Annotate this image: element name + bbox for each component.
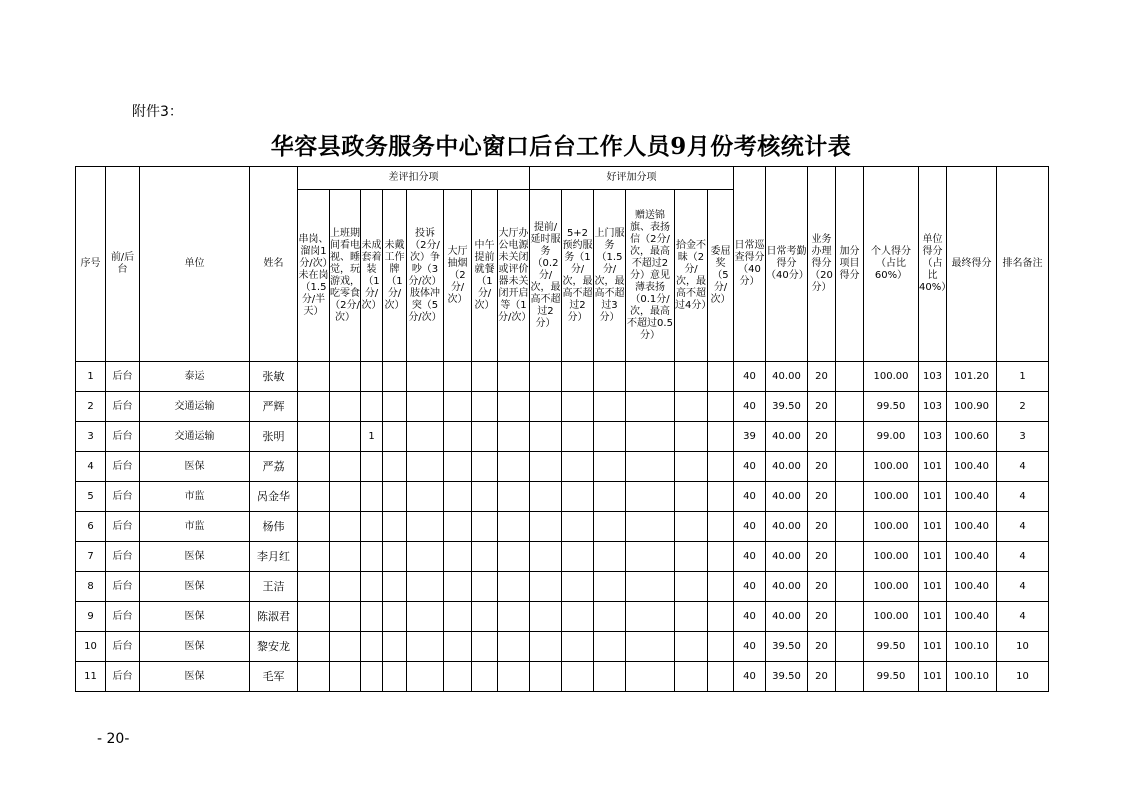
cell-unit-score: 101 — [919, 482, 947, 512]
cell-patrol: 40 — [734, 512, 766, 542]
cell-personal: 100.00 — [864, 362, 919, 392]
cell-patrol: 40 — [734, 662, 766, 692]
page-number: - 20- — [97, 731, 130, 747]
cell-seq: 6 — [76, 512, 106, 542]
cell-seq: 3 — [76, 422, 106, 452]
cell-patrol: 40 — [734, 602, 766, 632]
cell-front-back: 后台 — [106, 362, 140, 392]
cell-front-back: 后台 — [106, 632, 140, 662]
cell-patrol: 40 — [734, 452, 766, 482]
cell-rank: 4 — [997, 542, 1049, 572]
cell-personal: 100.00 — [864, 512, 919, 542]
cell-attendance: 40.00 — [766, 602, 808, 632]
cell-attendance: 40.00 — [766, 422, 808, 452]
cell-unformed-attire — [361, 602, 383, 632]
cell-unformed-attire — [361, 572, 383, 602]
cell-unformed-attire: 1 — [361, 422, 383, 452]
cell-final: 100.40 — [947, 572, 997, 602]
cell-personal: 100.00 — [864, 482, 919, 512]
cell-name: 张明 — [250, 422, 298, 452]
header-bonus-score: 加分项目得分 — [836, 167, 864, 362]
cell-name: 王洁 — [250, 572, 298, 602]
header-deduct-item: 中午提前就餐（1分/次） — [472, 190, 498, 362]
cell-patrol: 40 — [734, 632, 766, 662]
cell-seq: 10 — [76, 632, 106, 662]
cell-name: 李月红 — [250, 542, 298, 572]
table-row — [76, 362, 1049, 392]
cell-final: 101.20 — [947, 362, 997, 392]
cell-unit-score: 101 — [919, 632, 947, 662]
table-body — [76, 362, 1049, 692]
cell-unit: 医保 — [140, 602, 250, 632]
header-daily-patrol: 日常巡查得分（40分） — [734, 167, 766, 362]
cell-unit-score: 103 — [919, 392, 947, 422]
table-row — [76, 602, 1049, 632]
cell-seq: 5 — [76, 482, 106, 512]
header-deduct-item: 未戴工作牌（1分/次） — [383, 190, 407, 362]
header-deduct-group: 差评扣分项 — [298, 167, 530, 190]
cell-rank: 4 — [997, 602, 1049, 632]
cell-patrol: 40 — [734, 542, 766, 572]
cell-unformed-attire — [361, 392, 383, 422]
cell-unit-score: 101 — [919, 602, 947, 632]
cell-seq: 9 — [76, 602, 106, 632]
cell-rank: 3 — [997, 422, 1049, 452]
assessment-table — [75, 166, 1049, 692]
cell-name: 毛军 — [250, 662, 298, 692]
cell-unit: 医保 — [140, 452, 250, 482]
cell-final: 100.60 — [947, 422, 997, 452]
table-row — [76, 392, 1049, 422]
cell-unit: 泰运 — [140, 362, 250, 392]
header-deduct-item: 串岗、溜岗1分/次）未在岗（1.5分/半天） — [298, 190, 330, 362]
cell-unformed-attire — [361, 542, 383, 572]
cell-final: 100.40 — [947, 482, 997, 512]
cell-rank: 4 — [997, 512, 1049, 542]
cell-business: 20 — [808, 452, 836, 482]
cell-seq: 8 — [76, 572, 106, 602]
cell-attendance: 40.00 — [766, 452, 808, 482]
cell-personal: 100.00 — [864, 452, 919, 482]
header-personal: 个人得分（占比60%） — [864, 167, 919, 362]
cell-name: 严荔 — [250, 452, 298, 482]
cell-personal: 100.00 — [864, 572, 919, 602]
cell-business: 20 — [808, 662, 836, 692]
cell-unit: 医保 — [140, 632, 250, 662]
header-deduct-item: 大厅办公电源未关闭或评价器未关闭开启等（1分/次） — [498, 190, 530, 362]
cell-personal: 99.50 — [864, 392, 919, 422]
header-final: 最终得分 — [947, 167, 997, 362]
cell-patrol: 40 — [734, 572, 766, 602]
cell-name: 陈淑君 — [250, 602, 298, 632]
cell-final: 100.10 — [947, 632, 997, 662]
cell-unit-score: 101 — [919, 452, 947, 482]
cell-personal: 99.00 — [864, 422, 919, 452]
cell-front-back: 后台 — [106, 422, 140, 452]
attachment-label: 附件3： — [132, 104, 183, 120]
cell-rank: 2 — [997, 392, 1049, 422]
table-row — [76, 512, 1049, 542]
table-header — [76, 167, 1049, 362]
cell-attendance: 40.00 — [766, 512, 808, 542]
cell-seq: 1 — [76, 362, 106, 392]
cell-unformed-attire — [361, 662, 383, 692]
cell-business: 20 — [808, 422, 836, 452]
header-bonus-item: 赠送锦旗、表扬信（2分/次，最高不超过2分）意见薄表扬（0.1分/次，最高不超过0.5分） — [626, 190, 675, 362]
cell-attendance: 40.00 — [766, 572, 808, 602]
header-bonus-item: 提前/延时服务（0.2分/次，最高不超过2分） — [530, 190, 562, 362]
cell-front-back: 后台 — [106, 662, 140, 692]
cell-business: 20 — [808, 632, 836, 662]
header-deduct-item: 大厅抽烟（2分/次） — [444, 190, 472, 362]
cell-front-back: 后台 — [106, 602, 140, 632]
cell-unformed-attire — [361, 452, 383, 482]
cell-personal: 100.00 — [864, 602, 919, 632]
cell-unit: 交通运输 — [140, 392, 250, 422]
header-bonus-item: 5+2预约服务（1分/次，最高不超过2分） — [562, 190, 594, 362]
cell-seq: 4 — [76, 452, 106, 482]
cell-unit: 市监 — [140, 512, 250, 542]
cell-personal: 99.50 — [864, 632, 919, 662]
cell-final: 100.40 — [947, 542, 997, 572]
cell-patrol: 40 — [734, 362, 766, 392]
table-row — [76, 422, 1049, 452]
table-row — [76, 572, 1049, 602]
cell-business: 20 — [808, 362, 836, 392]
cell-business: 20 — [808, 512, 836, 542]
cell-rank: 1 — [997, 362, 1049, 392]
cell-attendance: 40.00 — [766, 542, 808, 572]
table-row — [76, 482, 1049, 512]
cell-attendance: 39.50 — [766, 632, 808, 662]
header-bonus-item: 拾金不昧（2分/次，最高不超过4分） — [675, 190, 708, 362]
cell-seq: 2 — [76, 392, 106, 422]
cell-final: 100.40 — [947, 602, 997, 632]
cell-business: 20 — [808, 482, 836, 512]
header-bonus-item: 上门服务（1.5分/次，最高不超过3分） — [594, 190, 626, 362]
header-business: 业务办理得分（20分） — [808, 167, 836, 362]
cell-unit: 医保 — [140, 572, 250, 602]
cell-business: 20 — [808, 572, 836, 602]
cell-patrol: 40 — [734, 392, 766, 422]
cell-unit-score: 101 — [919, 512, 947, 542]
cell-name: 张敏 — [250, 362, 298, 392]
table-row — [76, 632, 1049, 662]
cell-final: 100.10 — [947, 662, 997, 692]
cell-rank: 10 — [997, 662, 1049, 692]
cell-name: 严辉 — [250, 392, 298, 422]
cell-personal: 99.50 — [864, 662, 919, 692]
cell-unit-score: 103 — [919, 422, 947, 452]
cell-rank: 10 — [997, 632, 1049, 662]
table-row — [76, 662, 1049, 692]
cell-name: 杨伟 — [250, 512, 298, 542]
header-rank: 排名备注 — [997, 167, 1049, 362]
cell-front-back: 后台 — [106, 482, 140, 512]
header-seq: 序号 — [76, 167, 106, 362]
cell-attendance: 39.50 — [766, 662, 808, 692]
cell-rank: 4 — [997, 452, 1049, 482]
header-deduct-item: 上班期间看电视、睡觉，玩游戏，吃零食（2分/次） — [330, 190, 361, 362]
cell-front-back: 后台 — [106, 392, 140, 422]
header-unit-score: 单位得分（占比40%） — [919, 167, 947, 362]
cell-front-back: 后台 — [106, 512, 140, 542]
cell-rank: 4 — [997, 482, 1049, 512]
cell-unformed-attire — [361, 632, 383, 662]
cell-unformed-attire — [361, 512, 383, 542]
cell-patrol: 40 — [734, 482, 766, 512]
cell-unit-score: 103 — [919, 362, 947, 392]
cell-unit-score: 101 — [919, 572, 947, 602]
cell-unit-score: 101 — [919, 662, 947, 692]
cell-unit: 交通运输 — [140, 422, 250, 452]
document-title: 华容县政务服务中心窗口后台工作人员9月份考核统计表 — [270, 133, 852, 160]
cell-personal: 100.00 — [864, 542, 919, 572]
cell-seq: 7 — [76, 542, 106, 572]
cell-front-back: 后台 — [106, 542, 140, 572]
cell-business: 20 — [808, 602, 836, 632]
cell-business: 20 — [808, 392, 836, 422]
table-row — [76, 452, 1049, 482]
cell-unformed-attire — [361, 362, 383, 392]
cell-front-back: 后台 — [106, 452, 140, 482]
cell-attendance: 39.50 — [766, 392, 808, 422]
cell-attendance: 40.00 — [766, 362, 808, 392]
cell-unit-score: 101 — [919, 542, 947, 572]
header-unit: 单位 — [140, 167, 250, 362]
cell-rank: 4 — [997, 572, 1049, 602]
cell-name: 呙金华 — [250, 482, 298, 512]
cell-attendance: 40.00 — [766, 482, 808, 512]
header-bonus-item: 委屈奖（5分/次） — [708, 190, 734, 362]
cell-unformed-attire — [361, 482, 383, 512]
cell-unit: 医保 — [140, 542, 250, 572]
header-name: 姓名 — [250, 167, 298, 362]
cell-final: 100.40 — [947, 512, 997, 542]
cell-business: 20 — [808, 542, 836, 572]
cell-unit: 市监 — [140, 482, 250, 512]
cell-seq: 11 — [76, 662, 106, 692]
cell-final: 100.90 — [947, 392, 997, 422]
header-daily-attendance: 日常考勤得分（40分） — [766, 167, 808, 362]
header-deduct-item: 投诉（2分/次）争吵（3分/次）肢体冲突（5分/次） — [407, 190, 444, 362]
header-bonus-group: 好评加分项 — [530, 167, 734, 190]
header-deduct-item: 未成套着装（1分/次） — [361, 190, 383, 362]
cell-patrol: 39 — [734, 422, 766, 452]
cell-name: 黎安龙 — [250, 632, 298, 662]
cell-final: 100.40 — [947, 452, 997, 482]
header-front-back: 前/后台 — [106, 167, 140, 362]
table-row — [76, 542, 1049, 572]
cell-unit: 医保 — [140, 662, 250, 692]
cell-front-back: 后台 — [106, 572, 140, 602]
